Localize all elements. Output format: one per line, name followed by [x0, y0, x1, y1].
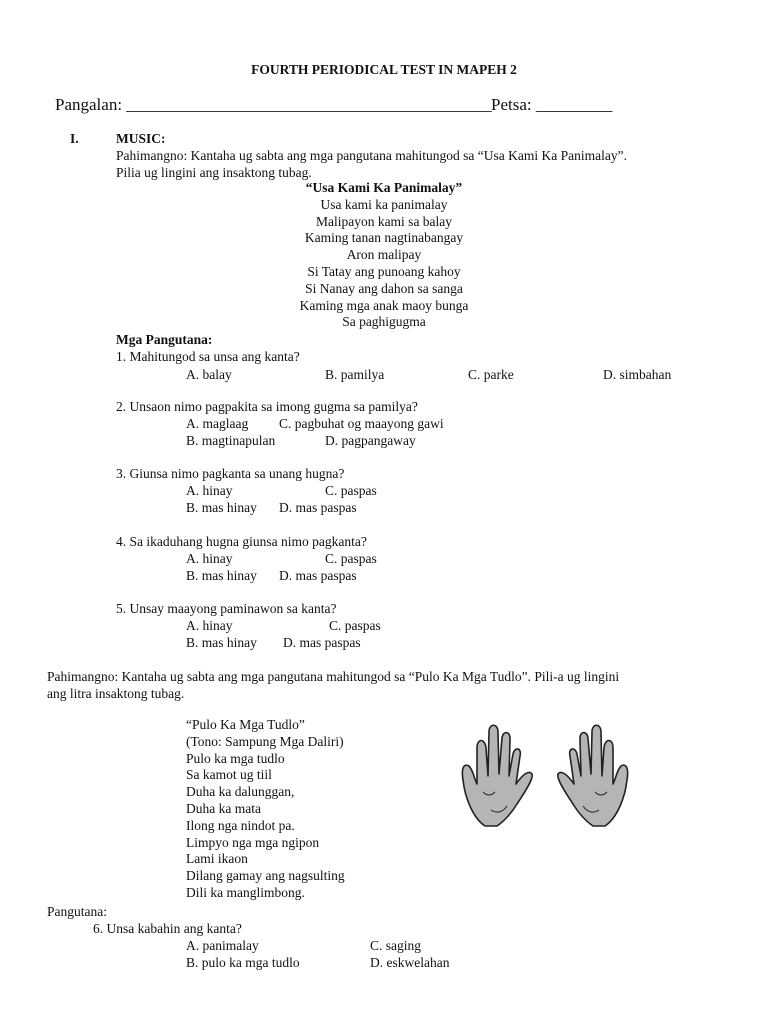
choice-b[interactable]: B. mas hinay	[186, 568, 257, 583]
choice-d[interactable]: D. simbahan	[603, 367, 672, 382]
song-line: (Tono: Sampung Mga Daliri)	[186, 733, 344, 749]
song-line: Dili ka manglimbong.	[186, 884, 305, 900]
choice-a[interactable]: A. panimalay	[186, 938, 259, 953]
choice-d[interactable]: D. mas paspas	[283, 635, 361, 650]
question-1: 1. Mahitungod sa unsa ang kanta?	[116, 349, 300, 364]
choice-a[interactable]: A. hinay	[186, 618, 233, 633]
pangutana-label: Pangutana:	[47, 904, 107, 919]
choice-c[interactable]: C. saging	[370, 938, 422, 953]
song-line: Duha ka mata	[186, 800, 261, 816]
instruction2-line-2: ang litra insaktong tubag.	[47, 686, 185, 701]
song-line: Limpyo nga mga ngipon	[186, 834, 320, 850]
choice-d[interactable]: D. mas paspas	[279, 568, 357, 583]
choice-c[interactable]: C. paspas	[325, 551, 377, 566]
song-line: Si Tatay ang punoang kahoy	[307, 263, 461, 279]
song-line: Si Nanay ang dahon sa sanga	[305, 280, 463, 296]
song-line: Ilong nga nindot pa.	[186, 817, 295, 833]
question-4: 4. Sa ikaduhang hugna giunsa nimo pagkanta?	[116, 534, 367, 549]
hands-icon	[455, 718, 635, 833]
song-line: Sa kamot ug tiil	[186, 767, 272, 783]
questions-heading: Mga Pangutana:	[116, 332, 213, 347]
choice-b[interactable]: B. magtinapulan	[186, 433, 276, 448]
song-line: Dilang gamay ang nagsulting	[186, 868, 345, 884]
choice-b[interactable]: B. mas hinay	[186, 635, 257, 650]
page-title: FOURTH PERIODICAL TEST IN MAPEH 2	[251, 62, 517, 77]
instruction-line-1: Pahimangno: Kantaha ug sabta ang mga pangutana mahitungod sa “Usa Kami Ka Panimalay”.	[116, 148, 627, 163]
instruction-line-2: Pilia ug lingini ang insaktong tubag.	[116, 165, 312, 180]
song-line: Sa paghigugma	[342, 314, 426, 330]
section-title: MUSIC:	[116, 131, 166, 146]
instruction2-line-1: Pahimangno: Kantaha ug sabta ang mga pangutana mahitungod sa “Pulo Ka Mga Tudlo”. Pili-a ug lingini	[47, 669, 620, 684]
song-line: Kaming mga anak maoy bunga	[299, 297, 469, 313]
date-field-label: Petsa: _________	[491, 95, 613, 114]
choice-c[interactable]: C. paspas	[329, 618, 381, 633]
section-number: I.	[70, 131, 79, 146]
question-2: 2. Unsaon nimo pagpakita sa imong gugma sa pamilya?	[116, 399, 418, 414]
choice-d[interactable]: D. mas paspas	[279, 500, 357, 515]
song-line: Pulo ka mga tudlo	[186, 750, 285, 766]
choice-d[interactable]: D. eskwelahan	[370, 955, 450, 970]
choice-d[interactable]: D. pagpangaway	[325, 433, 416, 448]
choice-c[interactable]: C. pagbuhat og maayong gawi	[279, 416, 444, 431]
song-line: Malipayon kami sa balay	[315, 213, 453, 229]
choice-a[interactable]: A. balay	[186, 367, 232, 382]
choice-c[interactable]: C. parke	[468, 367, 514, 382]
song-line: Kaming tanan nagtinabangay	[304, 230, 464, 246]
choice-b[interactable]: B. pulo ka mga tudlo	[186, 955, 300, 970]
name-field-label: Pangalan: ___________________________________________	[55, 95, 492, 114]
song-line: Usa kami ka panimalay	[320, 196, 448, 212]
choice-a[interactable]: A. maglaag	[186, 416, 249, 431]
choice-a[interactable]: A. hinay	[186, 551, 233, 566]
song-line: Aron malipay	[346, 247, 422, 263]
song-line: Lami ikaon	[186, 851, 248, 867]
choice-a[interactable]: A. hinay	[186, 483, 233, 498]
song-pulo-ka-mga-tudlo	[186, 717, 345, 902]
song-usa-kami	[0, 180, 768, 331]
choice-b[interactable]: B. pamilya	[325, 367, 385, 382]
choice-c[interactable]: C. paspas	[325, 483, 377, 498]
song-title: “Pulo Ka Mga Tudlo”	[186, 717, 305, 732]
question-6: 6. Unsa kabahin ang kanta?	[93, 921, 242, 936]
song-title: “Usa Kami Ka Panimalay”	[305, 180, 463, 195]
question-5: 5. Unsay maayong paminawon sa kanta?	[116, 601, 337, 616]
question-3: 3. Giunsa nimo pagkanta sa unang hugna?	[116, 466, 345, 481]
choice-b[interactable]: B. mas hinay	[186, 500, 257, 515]
song-line: Duha ka dalunggan,	[186, 784, 295, 800]
